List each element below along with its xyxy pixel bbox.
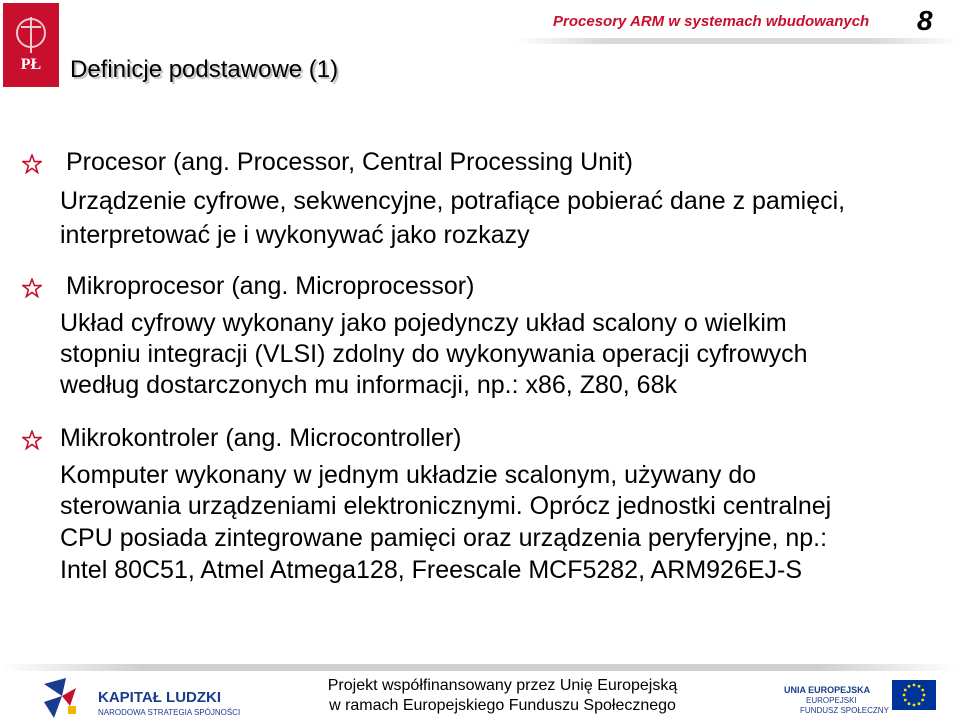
slide-number: 8: [917, 5, 933, 36]
kapital-ludzki-subtitle: NARODOWA STRATEGIA SPÓJNOŚCI: [98, 708, 241, 717]
svg-text:PŁ: PŁ: [20, 56, 42, 73]
section-text-line: Urządzenie cyfrowe, sekwencyjne, potrafiące pobierać dane z pamięci,: [60, 187, 846, 215]
university-logo: [3, 3, 59, 87]
section-text-line: interpretować je i wykonywać jako rozkazy: [60, 221, 530, 249]
eu-label-line-3: FUNDUSZ SPOŁECZNY: [800, 706, 889, 715]
section-text-line: Intel 80C51, Atmel Atmega128, Freescale MCF5282, ARM926EJ-S: [60, 556, 803, 584]
footer-divider: [0, 664, 959, 671]
section-heading-mikroprocesor: Mikroprocesor (ang. Microprocessor): [66, 272, 475, 300]
project-funding-line-1: Projekt współfinansowany przez Unię Europejską: [327, 677, 678, 694]
section-text-line: CPU posiada zintegrowane pamięci oraz urządzenia peryferyjne, np.:: [60, 524, 828, 552]
course-title: Procesory ARM w systemach wbudowanych: [553, 13, 870, 30]
section-text-line: sterowania urządzeniami elektronicznymi. Oprócz jednostki centralnej: [60, 492, 832, 520]
eu-flag-icon: [892, 680, 936, 710]
university-crest-icon: [3, 3, 59, 87]
star-bullet-icon: [22, 430, 42, 450]
section-heading-procesor: Procesor (ang. Processor, Central Processing Unit): [66, 148, 633, 176]
section-heading-mikrokontroler: Mikrokontroler (ang. Microcontroller): [60, 424, 462, 452]
header-divider: [515, 38, 959, 44]
star-bullet-icon: [22, 278, 42, 298]
section-text-line: według dostarczonych mu informacji, np.: x86, Z80, 68k: [60, 371, 677, 399]
eu-label-line-2: EUROPEJSKI: [806, 696, 857, 705]
section-text-line: Komputer wykonany w jednym układzie scalonym, używany do: [60, 461, 757, 489]
slide-title: Definicje podstawowe (1): [70, 56, 339, 83]
section-text-line: stopniu integracji (VLSI) zdolny do wykonywania operacji cyfrowych: [60, 340, 808, 368]
project-funding-line-2: w ramach Europejskiego Funduszu Społecznego: [329, 697, 676, 714]
kapital-ludzki-logo-icon: [40, 676, 92, 720]
kapital-ludzki-title: KAPITAŁ LUDZKI: [98, 689, 222, 706]
star-bullet-icon: [22, 154, 42, 174]
section-text-line: Układ cyfrowy wykonany jako pojedynczy układ scalony o wielkim: [60, 309, 787, 337]
eu-label-line-1: UNIA EUROPEJSKA: [784, 685, 871, 695]
